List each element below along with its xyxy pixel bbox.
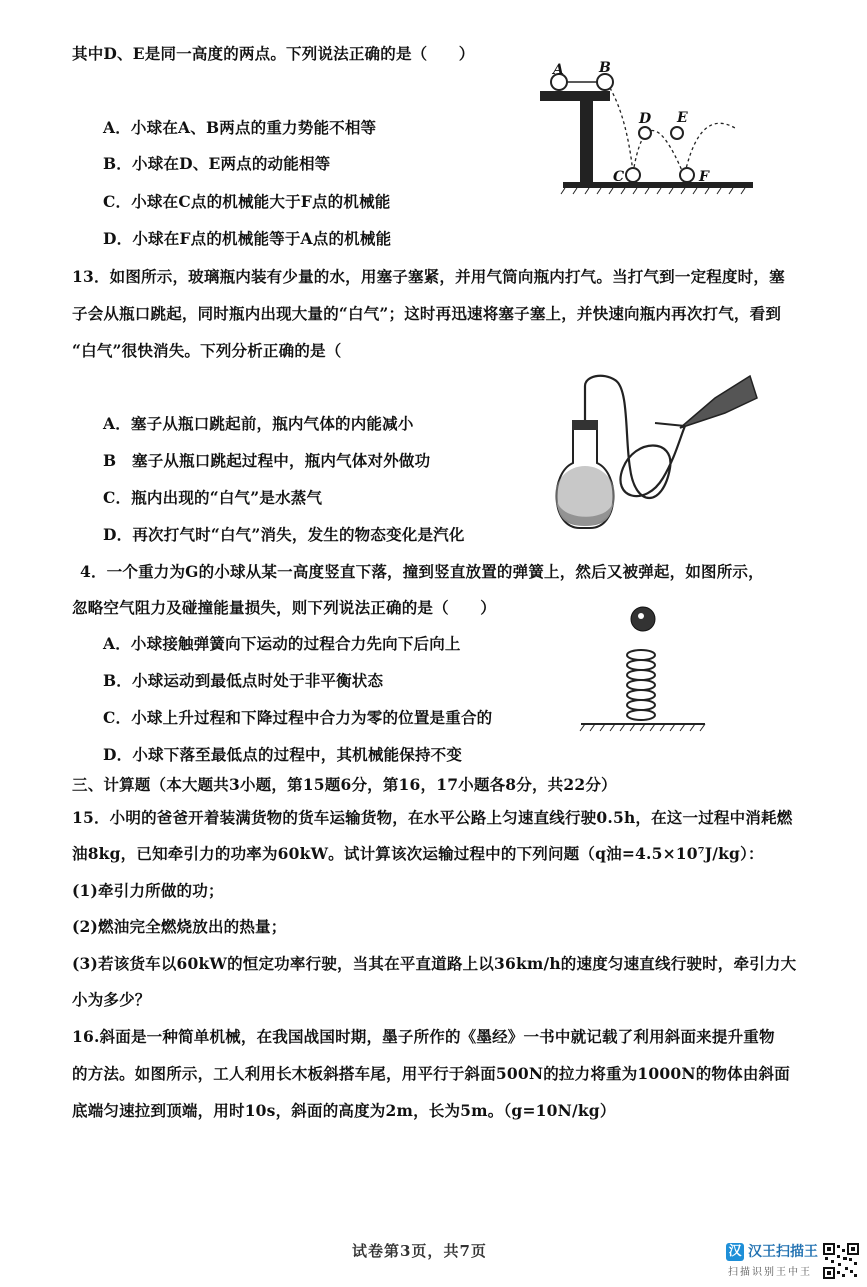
q12-option-a: A．小球在A、B两点的重力势能不相等 xyxy=(103,118,377,137)
q15-part1: (1)牵引力所做的功； xyxy=(72,881,224,900)
pump-nozzle xyxy=(655,423,685,426)
trajectory-3 xyxy=(685,123,735,173)
spring-coils xyxy=(627,650,655,720)
ball-highlight xyxy=(638,613,644,619)
base-hatching xyxy=(580,724,705,731)
section-three-heading: 三、计算题（本大题共3小题，第15题6分，第16，17小题各8分，共22分） xyxy=(72,775,617,794)
q13-stem-line1: 13．如图所示，玻璃瓶内装有少量的水，用塞子塞紧，并用气筒向瓶内打气。当打气到一定程度时，塞 xyxy=(72,267,785,286)
q14-option-a: A．小球接触弹簧向下运动的过程合力先向下后向上 xyxy=(103,634,461,653)
q14-option-b: B．小球运动到最低点时处于非平衡状态 xyxy=(103,671,384,690)
q13-option-b: B 塞子从瓶口跳起过程中，瓶内气体对外做功 xyxy=(103,451,431,470)
label-e: E xyxy=(677,110,688,126)
pump-barrel xyxy=(680,376,757,428)
q14-stem-line2: 忽略空气阻力及碰撞能量损失，则下列说法正确的是（ ） xyxy=(72,598,496,617)
page-footer: 试卷第3页，共7页 xyxy=(352,1242,487,1260)
label-f: F xyxy=(699,169,709,185)
q12-stem-end: 其中D、E是同一高度的两点。下列说法正确的是（ ） xyxy=(72,44,475,63)
q12-option-d: D．小球在F点的机械能等于A点的机械能 xyxy=(103,229,392,248)
q12-option-b: B．小球在D、E两点的动能相等 xyxy=(103,154,331,173)
ball xyxy=(631,607,655,631)
q13-option-a: A．塞子从瓶口跳起前，瓶内气体的内能减小 xyxy=(103,414,414,433)
scanner-title: 汉王扫描王 xyxy=(748,1244,818,1260)
ball-c xyxy=(626,168,640,182)
q14-option-c: C．小球上升过程和下降过程中合力为零的位置是重合的 xyxy=(103,708,493,727)
flask-shading xyxy=(555,466,615,526)
scanner-subtitle: 扫描识别王中王 xyxy=(728,1267,812,1278)
scanner-logo-icon: 汉 xyxy=(726,1243,744,1261)
q15-part2: (2)燃油完全燃烧放出的热量； xyxy=(72,917,287,936)
label-a: A xyxy=(553,62,564,78)
q15-stem-line1: 15．小明的爸爸开着装满货物的货车运输货物，在水平公路上匀速直线行驶0.5h，在这一过程中消耗燃 xyxy=(72,808,793,827)
q13-stem-line2: 子会从瓶口跳起，同时瓶内出现大量的“白气”；这时再迅速将塞子塞上，并快速向瓶内再次打气，看到 xyxy=(72,304,782,323)
q16-stem-line2: 的方法。如图所示，工人利用长木板斜搭车尾，用平行于斜面500N的拉力将重为1000N的物体由斜面 xyxy=(72,1064,790,1083)
qr-code-icon xyxy=(823,1243,859,1279)
stopper xyxy=(572,420,598,430)
table-leg xyxy=(580,101,593,184)
q14-stem-line1: 4．一个重力为G的小球从某一高度竖直下落，撞到竖直放置的弹簧上，然后又被弹起，如图所示， xyxy=(80,562,764,581)
ground xyxy=(563,182,753,188)
q16-stem-line3: 底端匀速拉到顶端，用时10s，斜面的高度为2m，长为5m。（g=10N/kg） xyxy=(72,1101,616,1120)
flask-pump-figure xyxy=(545,368,760,543)
q14-option-d: D．小球下落至最低点的过程中，其机械能保持不变 xyxy=(103,745,463,764)
ball-spring-figure xyxy=(575,603,710,743)
ball-e xyxy=(671,127,683,139)
label-c: C xyxy=(613,169,625,185)
label-d: D xyxy=(639,111,652,127)
ball-f xyxy=(680,168,694,182)
q12-option-c: C．小球在C点的机械能大于F点的机械能 xyxy=(103,192,391,211)
q16-stem-line1: 16.斜面是一种简单机械，在我国战国时期，墨子所作的《墨经》一书中就记载了利用斜面来提升重物 xyxy=(72,1027,775,1046)
bouncing-ball-figure xyxy=(535,58,765,198)
q15-part3-line2: 小为多少？ xyxy=(72,990,151,1009)
q13-option-c: C．瓶内出现的“白气”是水蒸气 xyxy=(103,488,323,507)
q13-option-d: D．再次打气时“白气”消失，发生的物态变化是汽化 xyxy=(103,525,465,544)
q15-stem-line2: 油8kg，已知牵引力的功率为60kW。试计算该次运输过程中的下列问题（q油=4.5×10⁷J/kg）： xyxy=(72,844,764,863)
ball-d xyxy=(639,127,651,139)
trajectory-1 xyxy=(610,88,633,173)
ball-b xyxy=(597,74,613,90)
table-top xyxy=(540,91,610,101)
label-b: B xyxy=(599,60,611,76)
q15-part3-line1: (3)若该货车以60kW的恒定功率行驶，当其在平直道路上以36km/h的速度匀速直线行驶时，牵引力大 xyxy=(72,954,797,973)
q13-stem-line3: “白气”很快消失。下列分析正确的是（ xyxy=(72,341,342,360)
